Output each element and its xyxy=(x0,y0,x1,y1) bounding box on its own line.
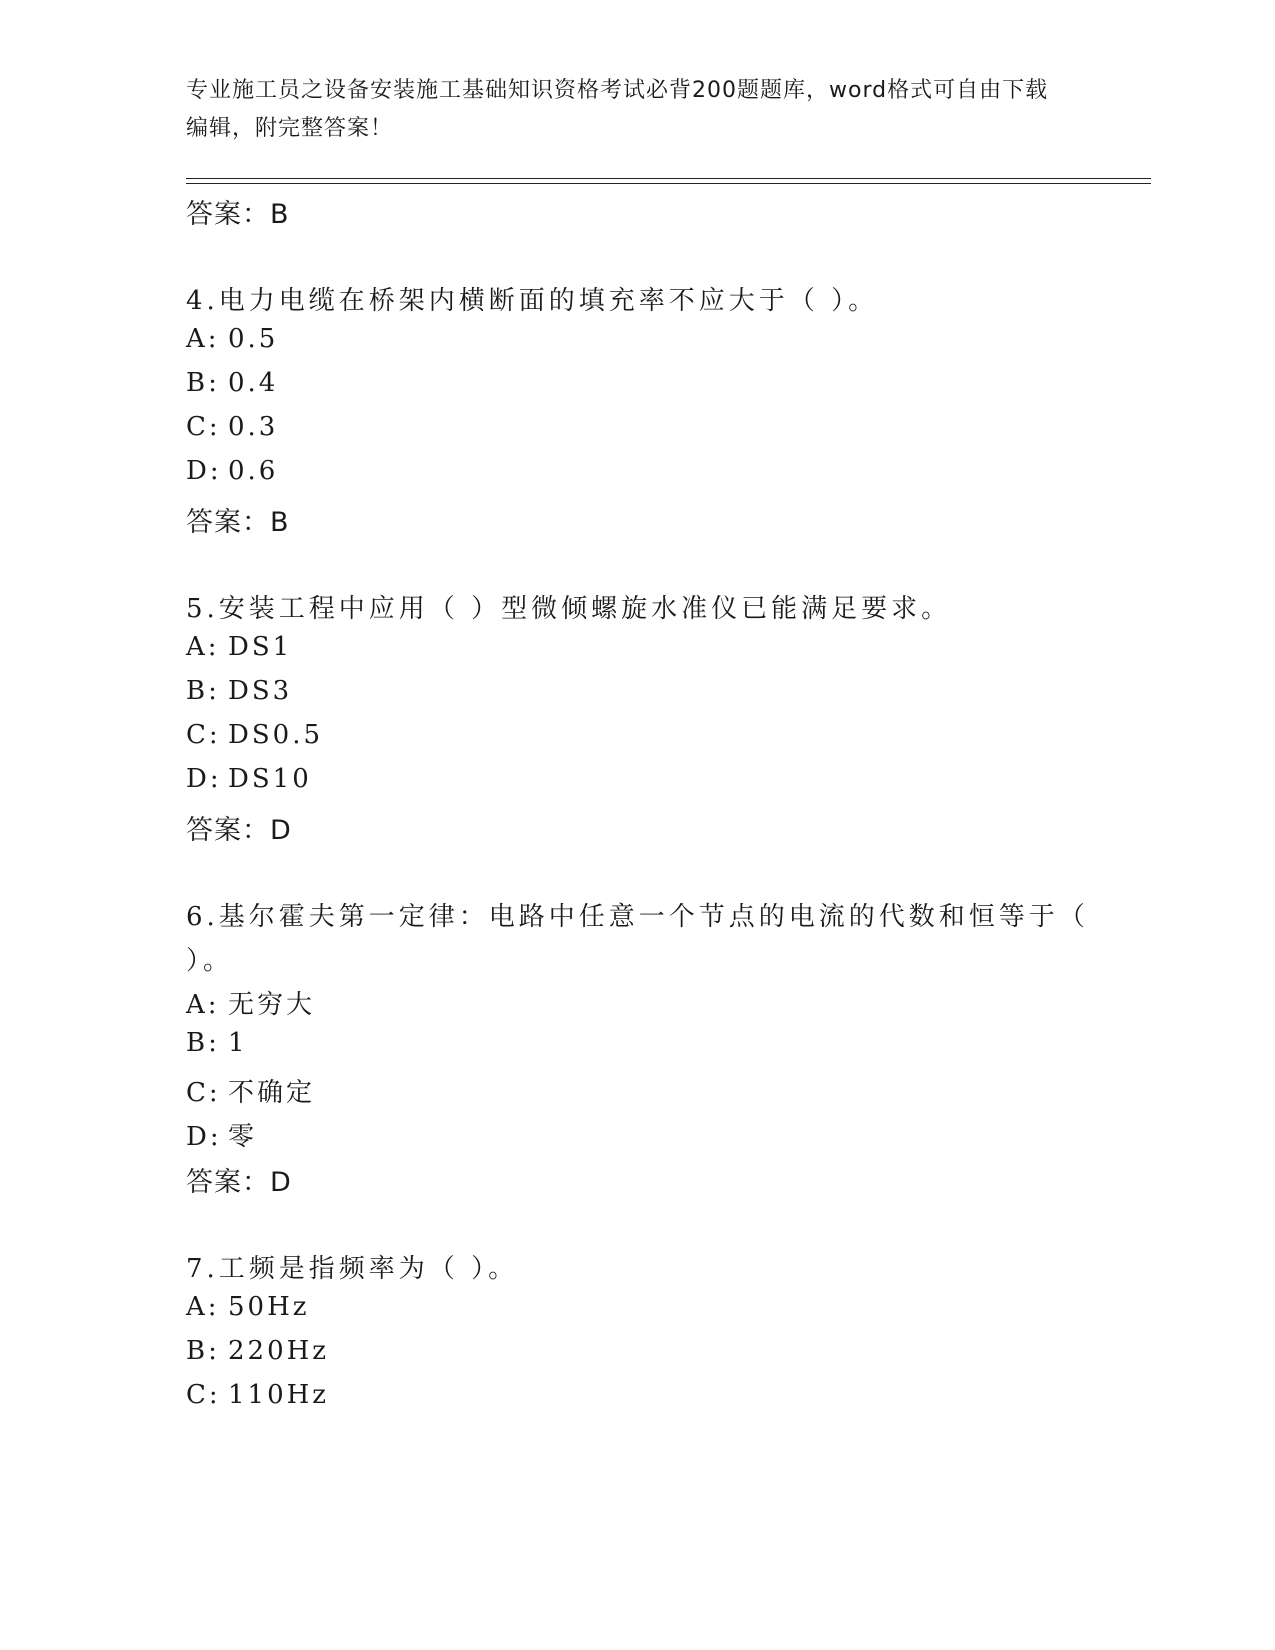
header-divider-top xyxy=(186,178,1151,179)
option-b xyxy=(186,1336,329,1366)
option-label: B: xyxy=(186,676,220,706)
option-d xyxy=(186,764,312,794)
option-d xyxy=(186,456,278,486)
answer-line: 答案：B xyxy=(186,507,290,538)
option-text: DS1 xyxy=(228,632,293,662)
option-c xyxy=(186,412,278,442)
option-a xyxy=(186,1292,309,1322)
option-text: DS0.5 xyxy=(228,720,324,750)
option-text: 不确定 xyxy=(228,1078,316,1108)
option-text: 0.4 xyxy=(228,368,279,398)
option-b xyxy=(186,1028,248,1058)
option-text: 0.5 xyxy=(228,324,279,354)
option-label: A: xyxy=(186,1292,220,1322)
question-stem: 5.安装工程中应用（ ）型微倾螺旋水准仪已能满足要求。 xyxy=(186,594,952,624)
option-text: 0.3 xyxy=(228,412,279,442)
option-label: D: xyxy=(186,456,222,486)
question-stem: 6.基尔霍夫第一定律：电路中任意一个节点的电流的代数和恒等于（ xyxy=(186,902,1089,932)
document-header: 专业施工员之设备安装施工基础知识资格考试必背200题题库，word格式可自由下载编辑，附完整答案！ xyxy=(186,78,1049,141)
option-a xyxy=(186,324,278,354)
option-text: 零 xyxy=(228,1122,258,1152)
option-label: D: xyxy=(186,764,222,794)
option-label: C: xyxy=(186,720,221,750)
answer-line: 答案：D xyxy=(186,1167,292,1198)
option-c xyxy=(186,1072,315,1109)
option-label: A: xyxy=(186,632,220,662)
option-c xyxy=(186,720,323,750)
option-b xyxy=(186,676,292,706)
option-text: 110Hz xyxy=(228,1380,329,1410)
option-text: 0.6 xyxy=(228,456,279,486)
option-label: B: xyxy=(186,1336,220,1366)
answer-line: 答案：B xyxy=(186,199,290,230)
option-text: 1 xyxy=(228,1028,248,1058)
option-label: C: xyxy=(186,1078,221,1108)
option-text: DS10 xyxy=(228,764,312,794)
option-text: 无穷大 xyxy=(228,990,316,1020)
option-text: 50Hz xyxy=(228,1292,310,1322)
option-label: C: xyxy=(186,1380,221,1410)
option-label: B: xyxy=(186,368,220,398)
option-label: B: xyxy=(186,1028,220,1058)
option-d xyxy=(186,1116,257,1153)
option-label: A: xyxy=(186,324,220,354)
option-a xyxy=(186,984,315,1021)
option-c xyxy=(186,1380,329,1410)
question-stem: 7.工频是指频率为（ ）。 xyxy=(186,1254,519,1284)
answer-line: 答案：D xyxy=(186,815,292,846)
question-stem: 4.电力电缆在桥架内横断面的填充率不应大于（ ）。 xyxy=(186,286,879,316)
option-b xyxy=(186,368,278,398)
header-divider-bottom xyxy=(186,183,1151,184)
option-label: A: xyxy=(186,990,220,1020)
option-a xyxy=(186,632,292,662)
option-text: 220Hz xyxy=(228,1336,329,1366)
option-label: D: xyxy=(186,1122,222,1152)
option-text: DS3 xyxy=(228,676,293,706)
option-label: C: xyxy=(186,412,221,442)
question-stem-continued: ）。 xyxy=(186,946,234,976)
